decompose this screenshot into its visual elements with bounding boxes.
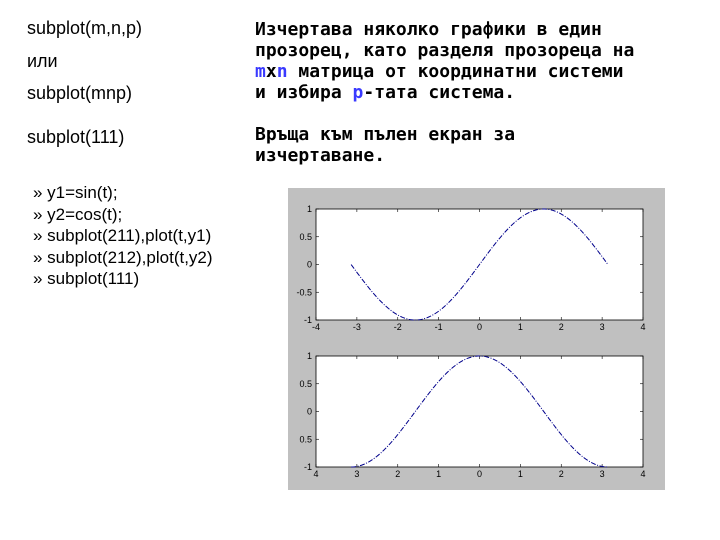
y-tick-label: -1 — [303, 315, 312, 325]
syntax-subplot-mnp: subplot(m,n,p) — [27, 18, 143, 38]
description-line: Връща към пълен екран за — [255, 124, 516, 145]
syntax-subplot-compact: subplot(mnp) — [27, 83, 133, 103]
y-tick-label: 0 — [306, 406, 312, 417]
description-text: матрица от координатни системи — [287, 61, 624, 82]
description-text: и избира — [255, 82, 353, 103]
x-tick-label: 4 — [313, 469, 319, 479]
figure-window — [288, 188, 665, 490]
times-x: x — [265, 61, 277, 82]
x-tick-label: 3 — [599, 469, 605, 479]
description-block-1 — [255, 19, 634, 103]
code-line: » subplot(111) — [33, 269, 140, 288]
y-tick-label: 0.5 — [299, 231, 312, 242]
x-tick-label: 1 — [517, 322, 523, 332]
x-tick-label: 3 — [354, 469, 360, 479]
description-line: Изчертава няколко графики в един — [255, 19, 602, 40]
or-label: или — [27, 51, 58, 71]
y-tick-label: 1 — [306, 351, 312, 361]
code-line: » y2=cos(t); — [33, 204, 123, 224]
x-tick-label: 1 — [517, 469, 523, 479]
var-n: n — [276, 61, 288, 82]
y-tick-label: 0.5 — [299, 434, 312, 445]
y-tick-label: -1 — [303, 462, 312, 472]
x-tick-label: 3 — [599, 322, 605, 332]
code-block — [33, 182, 213, 290]
y-tick-label: 1 — [306, 204, 312, 214]
description-line — [255, 61, 634, 82]
description-line: прозорец, като разделя прозореца на — [255, 40, 635, 61]
x-tick-label: -1 — [434, 322, 443, 332]
x-tick-label: 2 — [395, 469, 401, 479]
code-line: » subplot(211),plot(t,y1) — [33, 226, 212, 245]
var-m: m — [255, 61, 266, 82]
x-tick-label: 4 — [640, 322, 646, 332]
x-tick-label: -3 — [352, 322, 361, 332]
axes-2 — [316, 356, 643, 467]
syntax-subplot-111: subplot(111) — [27, 127, 125, 147]
code-line: » y1=sin(t); — [33, 183, 118, 202]
y-tick-label: -0.5 — [296, 287, 312, 298]
x-tick-label: -2 — [393, 322, 402, 332]
x-tick-label: -4 — [311, 322, 321, 332]
x-tick-label: 2 — [558, 322, 564, 332]
x-tick-label: 0 — [476, 322, 483, 332]
x-tick-label: 4 — [640, 469, 646, 479]
description-block-2 — [255, 124, 515, 166]
x-tick-label: 1 — [436, 469, 442, 479]
description-line — [255, 82, 634, 103]
description-text: -тата система. — [363, 82, 516, 103]
description-line: изчертаване. — [255, 145, 386, 166]
y-tick-label: 0.5 — [299, 378, 312, 389]
code-line: » subplot(212),plot(t,y2) — [33, 247, 213, 267]
x-tick-label: 0 — [476, 469, 483, 479]
y-tick-label: 0 — [306, 259, 312, 270]
x-tick-label: 2 — [558, 469, 564, 479]
var-p: p — [352, 82, 364, 103]
